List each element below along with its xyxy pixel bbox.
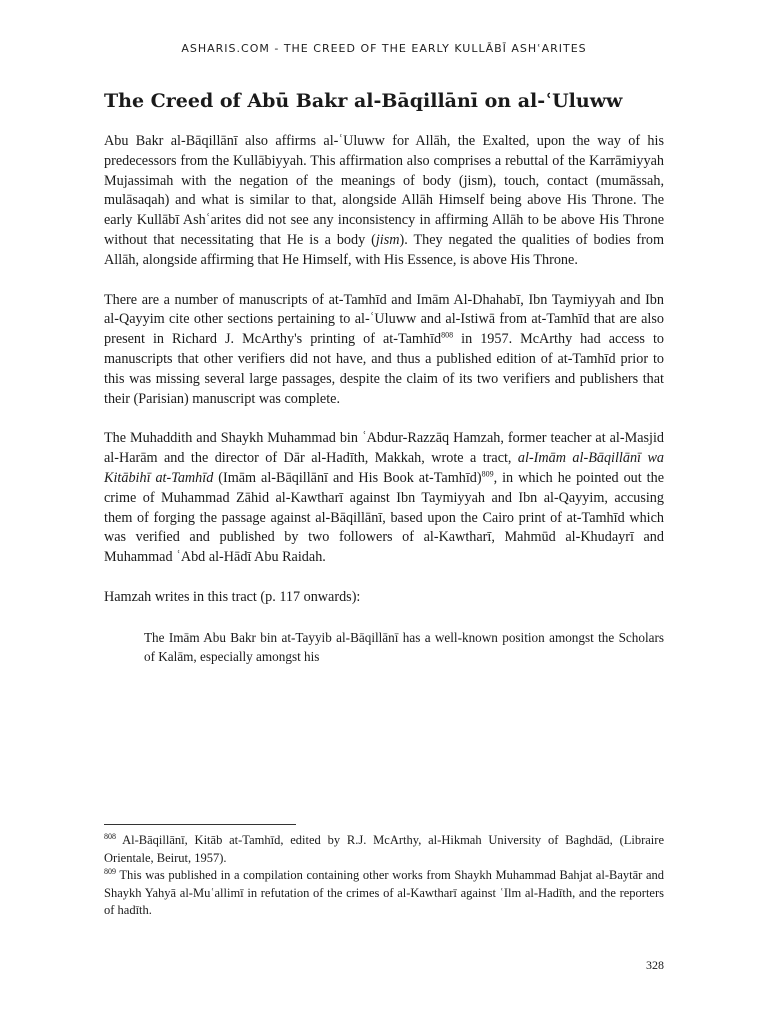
paragraph-3-text-c: , in which he pointed out the crime of Muhammad Zāhid al-Kawtharī against Ibn Taymiyyah and Ibn al-Qayyim, accusing them of forging the passage against al-Bāqillānī, based upon the Cairo print of at-Tamhīd which was verified and published by two followers of al-Kawtharī, Mahmūd al-Khudayrī and Muhammad ʿAbd al-Hādī Abu Raidah.: [104, 469, 664, 566]
paragraph-3: [104, 429, 664, 568]
paragraph-3-italic: al-Imām al-Bāqillānī wa Kitābihī at-Tamhīd: [104, 450, 664, 486]
paragraph-1-text-b: ). They negated the qualities of bodies from Allāh, alongside affirming that He Himself, with His Essence, is above His Throne.: [104, 231, 664, 268]
paragraph-3-text-b: (Imām al-Bāqillānī and His Book at-Tamhīd): [213, 469, 482, 486]
footnote-number: 808: [104, 831, 116, 841]
footnote-text: This was published in a compilation containing other works from Shaykh Muhammad Bahjat al-Baytār and Shaykh Yahyā al-Muʿallimī in refutation of the crimes of al-Kawtharī against ʿIlm al-Hadīth, and the reporters of hadīth.: [104, 868, 664, 917]
page-number: 328: [646, 958, 664, 972]
main-content: [104, 88, 664, 666]
footnote-ref-809[interactable]: 809: [481, 469, 494, 479]
paragraph-2-text-a: There are a number of manuscripts of at-Tamhīd and Imām Al-Dhahabī, Ibn Taymiyyah and Ibn al-Qayyim cite other sections pertaining to al-ʿUluww and al-Istiwā from at-Tamhīd that are also present in Richard J. McArthy's printing of at-Tamhīd: [104, 291, 664, 348]
footnote-809: [104, 867, 664, 920]
footnote-text: Al-Bāqillānī, Kitāb at-Tamhīd, edited by R.J. McArthy, al-Hikmah University of Baghdād, (Libraire Orientale, Beirut, 1957).: [104, 833, 664, 865]
paragraph-2-text-b: in 1957. McArthy had access to manuscripts that other verifiers did not have, and thus a published edition of at-Tamhīd prior to this was missing several large passages, despite the claim of its two verifiers and publishers that their (Parisian) manuscript was complete.: [104, 331, 664, 407]
paragraph-3-text-a: The Muhaddith and Shaykh Muhammad bin ʿAbdur-Razzāq Hamzah, former teacher at al-Masjid al-Harām and the director of Dār al-Hadīth, Makkah, wrote a tract,: [104, 430, 664, 467]
paragraph-1-text-a: Abu Bakr al-Bāqillānī also affirms al-ʿUluww for Allāh, the Exalted, upon the way of his predecessors from the Kullābiyyah. This affirmation also comprises a rebuttal of the Karrāmiyyah Mujassimah with the negation of the meanings of body (jism), touch, contact (mumāssah, mulāsaqah) and what is similar to that, alongside Allāh Himself being above His Throne. The early Kullābī Ashʿarites did not see any inconsistency in affirming Allāh to be above His Throne without that necessitating that He is a body (: [104, 133, 664, 248]
paragraph-1-italic: jism: [375, 231, 400, 248]
footnote-divider: [104, 824, 296, 825]
footnote-number: 809: [104, 866, 116, 876]
section-title: The Creed of Abū Bakr al-Bāqillānī on al-ʿUluww: [104, 90, 623, 112]
paragraph-1: [104, 132, 664, 271]
footnotes: [104, 832, 664, 920]
running-header: ASHARIS.COM - THE CREED OF THE EARLY KULLĀBĪ ASHʿARITES: [181, 42, 587, 55]
block-quote: The Imām Abu Bakr bin at-Tayyib al-Bāqillānī has a well-known position amongst the Scholars of Kalām, especially amongst his: [144, 629, 664, 664]
paragraph-4: Hamzah writes in this tract (p. 117 onwards):: [104, 588, 361, 605]
footnote-808: [104, 832, 664, 867]
paragraph-2: [104, 291, 664, 410]
footnote-ref-808[interactable]: 808: [441, 330, 454, 340]
